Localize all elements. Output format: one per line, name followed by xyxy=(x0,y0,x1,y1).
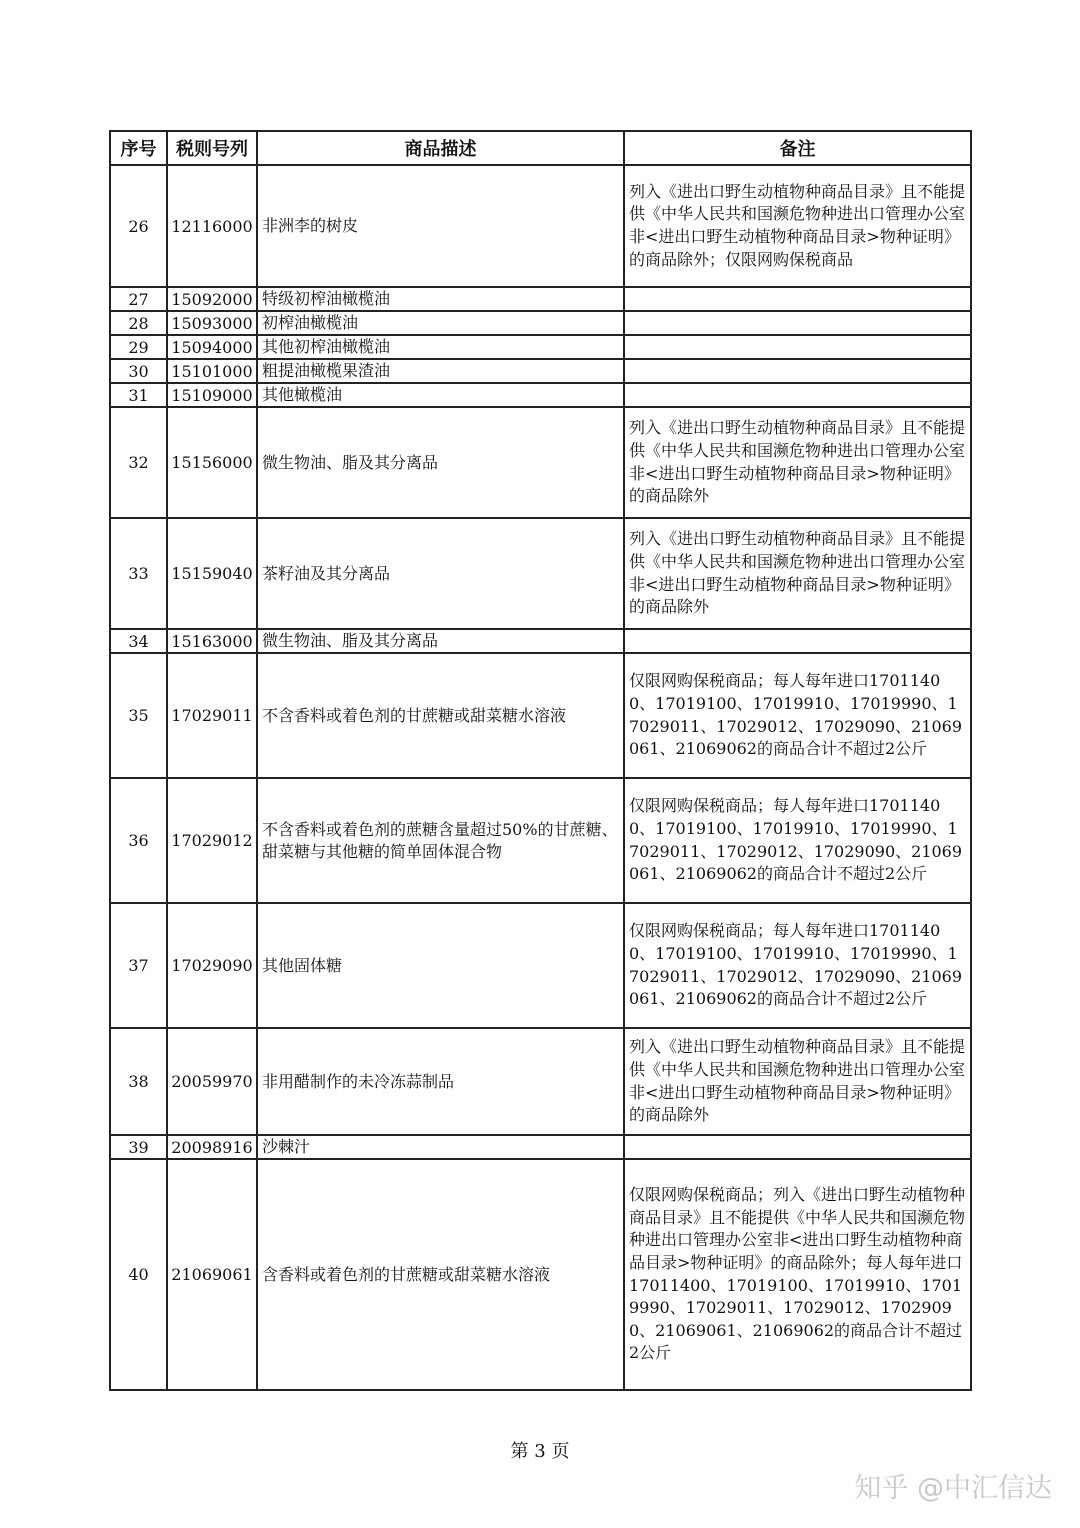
header-desc: 商品描述 xyxy=(257,131,624,165)
header-code: 税则号列 xyxy=(167,131,257,165)
product-description: 初榨油橄榄油 xyxy=(257,311,624,335)
product-description: 不含香料或着色剂的甘蔗糖或甜菜糖水溶液 xyxy=(257,653,624,778)
table-row xyxy=(110,903,971,1028)
row-number: 40 xyxy=(110,1159,167,1390)
table-header-row xyxy=(110,131,971,165)
tariff-code: 20059970 xyxy=(167,1028,257,1135)
table-row xyxy=(110,335,971,359)
tariff-code: 15092000 xyxy=(167,287,257,311)
product-description: 其他固体糖 xyxy=(257,903,624,1028)
product-description: 微生物油、脂及其分离品 xyxy=(257,629,624,653)
remark xyxy=(624,311,971,335)
table-row xyxy=(110,518,971,629)
row-number: 36 xyxy=(110,778,167,903)
remark: 仅限网购保税商品；列入《进出口野生动植物种商品目录》且不能提供《中华人民共和国濒危物种进出口管理办公室非<进出口野生动植物种商品目录>物种证明》的商品除外；每人每年进口17011400、17019100、17019910、17019990、17029011、17029012、17029090、21069061、21069062的商品合计不超过2公斤 xyxy=(624,1159,971,1390)
tariff-code: 15094000 xyxy=(167,335,257,359)
remark: 列入《进出口野生动植物种商品目录》且不能提供《中华人民共和国濒危物种进出口管理办公室非<进出口野生动植物种商品目录>物种证明》的商品除外 xyxy=(624,407,971,518)
product-description: 不含香料或着色剂的蔗糖含量超过50%的甘蔗糖、甜菜糖与其他糖的简单固体混合物 xyxy=(257,778,624,903)
row-number: 34 xyxy=(110,629,167,653)
header-note: 备注 xyxy=(624,131,971,165)
remark: 列入《进出口野生动植物种商品目录》且不能提供《中华人民共和国濒危物种进出口管理办公室非<进出口野生动植物种商品目录>物种证明》的商品除外 xyxy=(624,1028,971,1135)
table-row xyxy=(110,165,971,287)
remark: 列入《进出口野生动植物种商品目录》且不能提供《中华人民共和国濒危物种进出口管理办公室非<进出口野生动植物种商品目录>物种证明》的商品除外 xyxy=(624,518,971,629)
table-row xyxy=(110,311,971,335)
product-description: 其他橄榄油 xyxy=(257,383,624,407)
table-row xyxy=(110,653,971,778)
remark xyxy=(624,1135,971,1159)
tariff-code: 15159040 xyxy=(167,518,257,629)
row-number: 29 xyxy=(110,335,167,359)
tariff-code: 17029090 xyxy=(167,903,257,1028)
row-number: 26 xyxy=(110,165,167,287)
tariff-code: 15156000 xyxy=(167,407,257,518)
remark xyxy=(624,359,971,383)
tariff-code: 15109000 xyxy=(167,383,257,407)
watermark: 知乎 @中汇信达 xyxy=(854,1473,1052,1504)
row-number: 30 xyxy=(110,359,167,383)
product-description: 其他初榨油橄榄油 xyxy=(257,335,624,359)
page-number: 第 3 页 xyxy=(510,1441,570,1462)
remark: 仅限网购保税商品；每人每年进口17011400、17019100、17019910、17019990、17029011、17029012、17029090、21069061、21069062的商品合计不超过2公斤 xyxy=(624,903,971,1028)
table-row xyxy=(110,1135,971,1159)
table-row xyxy=(110,383,971,407)
row-number: 37 xyxy=(110,903,167,1028)
row-number: 33 xyxy=(110,518,167,629)
remark xyxy=(624,383,971,407)
tariff-code: 12116000 xyxy=(167,165,257,287)
product-description: 非用醋制作的未冷冻蒜制品 xyxy=(257,1028,624,1135)
table-row xyxy=(110,359,971,383)
remark: 仅限网购保税商品；每人每年进口17011400、17019100、17019910、17019990、17029011、17029012、17029090、21069061、21069062的商品合计不超过2公斤 xyxy=(624,653,971,778)
tariff-code: 17029011 xyxy=(167,653,257,778)
row-number: 39 xyxy=(110,1135,167,1159)
remark: 列入《进出口野生动植物种商品目录》且不能提供《中华人民共和国濒危物种进出口管理办公室非<进出口野生动植物种商品目录>物种证明》的商品除外；仅限网购保税商品 xyxy=(624,165,971,287)
product-description: 沙棘汁 xyxy=(257,1135,624,1159)
row-number: 38 xyxy=(110,1028,167,1135)
table-row xyxy=(110,629,971,653)
row-number: 27 xyxy=(110,287,167,311)
tariff-code: 17029012 xyxy=(167,778,257,903)
tariff-code: 21069061 xyxy=(167,1159,257,1390)
row-number: 35 xyxy=(110,653,167,778)
table-row xyxy=(110,407,971,518)
product-description: 茶籽油及其分离品 xyxy=(257,518,624,629)
tariff-code: 15101000 xyxy=(167,359,257,383)
remark: 仅限网购保税商品；每人每年进口17011400、17019100、17019910、17019990、17029011、17029012、17029090、21069061、21069062的商品合计不超过2公斤 xyxy=(624,778,971,903)
row-number: 32 xyxy=(110,407,167,518)
row-number: 28 xyxy=(110,311,167,335)
table-row xyxy=(110,1159,971,1390)
tariff-code: 20098916 xyxy=(167,1135,257,1159)
table-row xyxy=(110,778,971,903)
tariff-table xyxy=(109,130,972,1391)
remark xyxy=(624,287,971,311)
header-no: 序号 xyxy=(110,131,167,165)
product-description: 微生物油、脂及其分离品 xyxy=(257,407,624,518)
product-description: 含香料或着色剂的甘蔗糖或甜菜糖水溶液 xyxy=(257,1159,624,1390)
tariff-code: 15163000 xyxy=(167,629,257,653)
row-number: 31 xyxy=(110,383,167,407)
table-row xyxy=(110,1028,971,1135)
tariff-code: 15093000 xyxy=(167,311,257,335)
remark xyxy=(624,335,971,359)
table-row xyxy=(110,287,971,311)
product-description: 非洲李的树皮 xyxy=(257,165,624,287)
product-description: 特级初榨油橄榄油 xyxy=(257,287,624,311)
product-description: 粗提油橄榄果渣油 xyxy=(257,359,624,383)
remark xyxy=(624,629,971,653)
